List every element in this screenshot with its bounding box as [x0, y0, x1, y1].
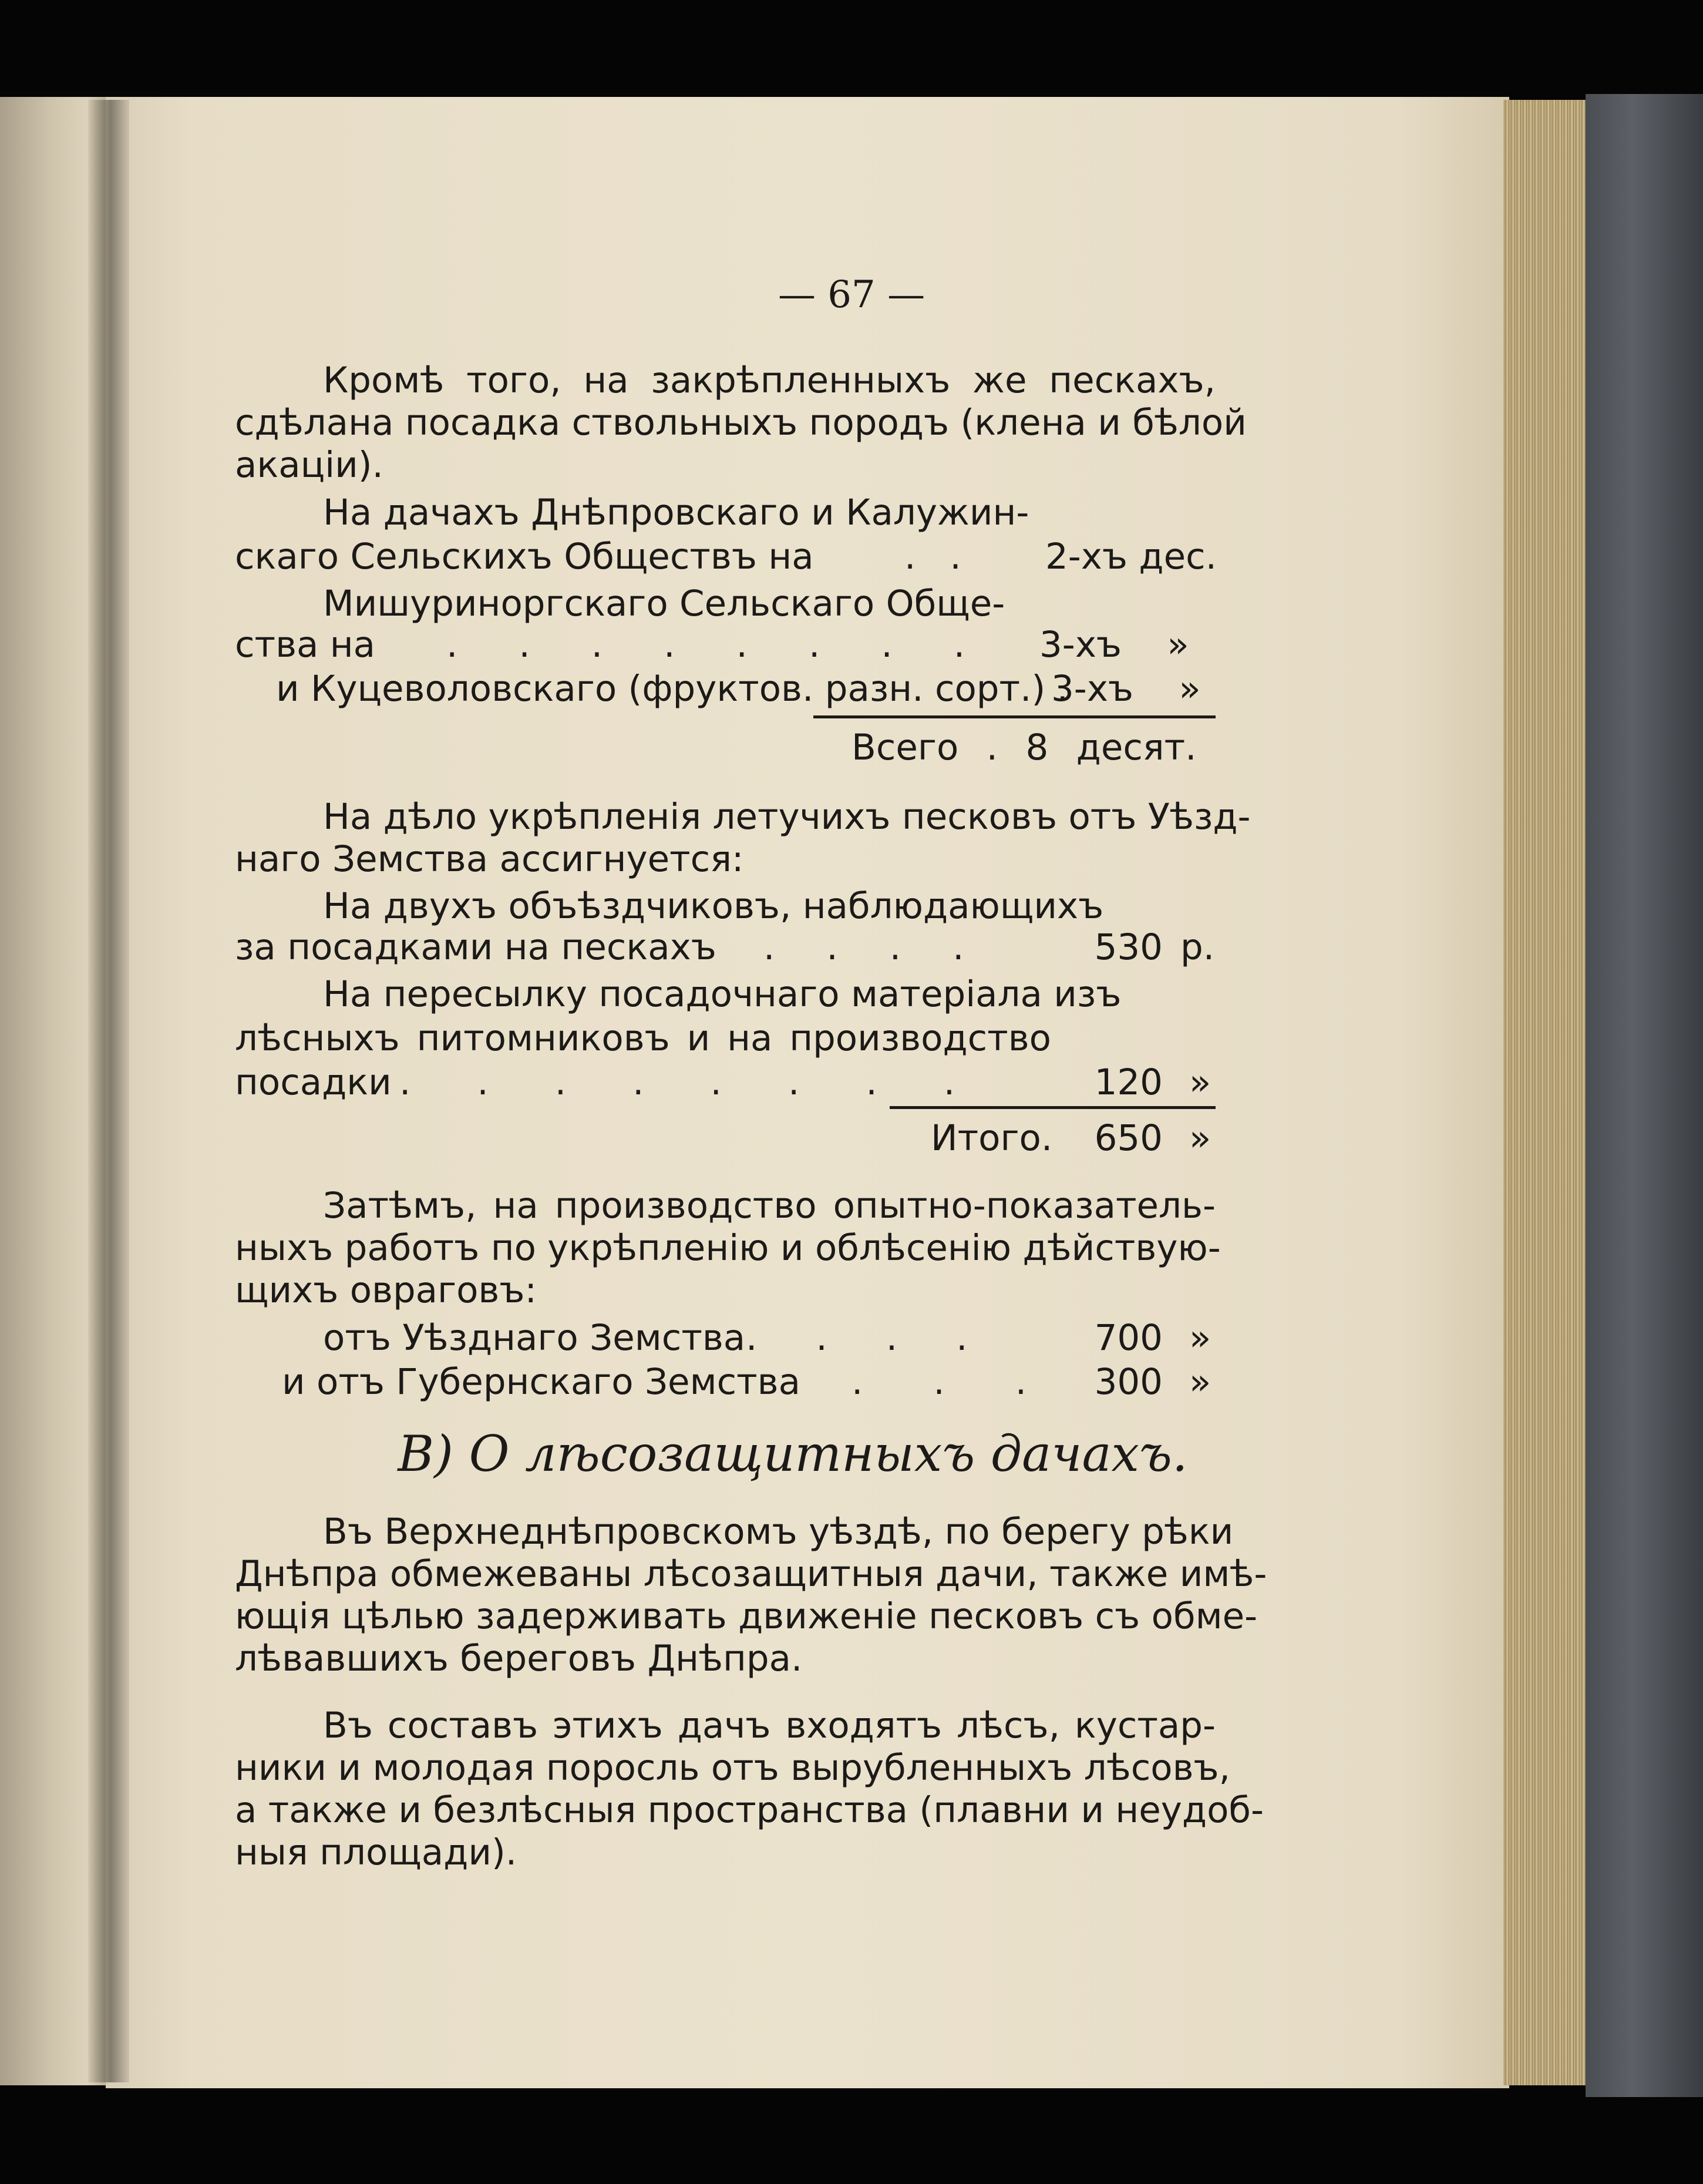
plots-item1-line2: скаго Сельскихъ Обществъ на [235, 536, 814, 577]
ravines-line2-label: и отъ Губернскаго Земства [282, 1361, 801, 1403]
plots-item2-line2: ства на [235, 624, 376, 666]
budget-item1-unit: р. [1180, 926, 1215, 968]
plots-item3-value: 3-хъ » [1051, 668, 1201, 710]
leader-dots: .... [746, 1317, 1026, 1359]
ravines-line1-amount: 700 [1094, 1317, 1163, 1359]
para5-line2: ники и молодая поросль отъ вырубленныхъ лѣсовъ, [235, 1747, 1231, 1789]
plots-total: Всего . 8 десят. [852, 727, 1197, 768]
para4-line1: Въ Верхнеднѣпровскомъ уѣздѣ, по берегу рѣки [323, 1511, 1234, 1553]
para4-line4: лѣвавшихъ береговъ Днѣпра. [235, 1638, 803, 1679]
ravines-line1-unit: » [1189, 1317, 1211, 1359]
leader-dots: ........ [399, 1061, 1022, 1103]
para1-line1: Кромѣ того, на закрѣпленныхъ же пескахъ, [323, 359, 1216, 401]
book-gutter [88, 100, 129, 2082]
para2-line1: На дѣло укрѣпленія летучихъ песковъ отъ Уѣзд- [323, 796, 1251, 838]
page-edges [1503, 100, 1591, 2085]
para2-line2: наго Земства ассигнуется: [235, 838, 744, 880]
section-heading: В) О лѣсозащитныхъ дачахъ. [398, 1425, 1188, 1483]
leader-dots: ........ [446, 624, 1026, 666]
plots-item1-line1: На дачахъ Днѣпровскаго и Калужин- [323, 492, 1029, 533]
plots-item2-line1: Мишуриноргскаго Сельскаго Обще- [323, 583, 1005, 624]
budget-item1-line2: за посадками на пескахъ [235, 926, 716, 968]
para1-line2: сдѣлана посадка ствольныхъ породъ (клена и бѣлой [235, 402, 1247, 443]
plots-item1-value: 2-хъ дес. [1045, 536, 1217, 577]
budget-item1-amount: 530 [1094, 926, 1163, 968]
para3-line2: ныхъ работъ по укрѣпленію и облѣсенію дѣйствую- [235, 1227, 1221, 1269]
para4-line2: Днѣпра обмежеваны лѣсозащитныя дачи, также имѣ- [235, 1553, 1267, 1595]
para5-line4: ныя площади). [235, 1832, 517, 1873]
budget-item2-line2: лѣсныхъ питомниковъ и на производство [235, 1017, 1051, 1059]
para3-line1: Затѣмъ, на производство опытно-показатель- [323, 1185, 1216, 1227]
leader-dots: .... [763, 926, 1016, 968]
plots-item2-value: 3-хъ » [1039, 624, 1189, 666]
budget-item2-line3: посадки [235, 1061, 392, 1103]
page-number: — 67 — [778, 273, 925, 317]
ravines-line1-label: отъ Уѣзднаго Земства [323, 1317, 746, 1359]
leader-dots: ... [852, 1361, 1098, 1403]
para3-line3: щихъ овраговъ: [235, 1269, 537, 1311]
ravines-line2-unit: » [1189, 1361, 1211, 1403]
budget-total-label: Итого. [931, 1117, 1053, 1159]
para1-line3: акаціи). [235, 444, 383, 486]
book-cover [1586, 94, 1703, 2097]
budget-total-amount: 650 [1094, 1117, 1163, 1159]
total-rule [890, 1106, 1216, 1109]
budget-item2-amount: 120 [1094, 1061, 1163, 1103]
total-rule [813, 715, 1216, 718]
ravines-line2-amount: 300 [1094, 1361, 1163, 1403]
budget-item1-line1: На двухъ объѣздчиковъ, наблюдающихъ [323, 885, 1104, 927]
plots-item3-line: и Куцеволовскаго (фруктов. разн. сорт.) . [276, 668, 1069, 710]
para4-line3: ющія цѣлью задерживать движеніе песковъ съ обме- [235, 1595, 1258, 1637]
budget-item2-unit: » [1189, 1061, 1211, 1103]
leader-dots: .. [904, 536, 995, 577]
budget-total-unit: » [1189, 1117, 1211, 1159]
para5-line1: Въ составъ этихъ дачъ входятъ лѣсъ, кустар- [323, 1705, 1216, 1746]
para5-line3: а также и безлѣсныя пространства (плавни и неудоб- [235, 1789, 1264, 1831]
budget-item2-line1: На пересылку посадочнаго матеріала изъ [323, 973, 1122, 1015]
